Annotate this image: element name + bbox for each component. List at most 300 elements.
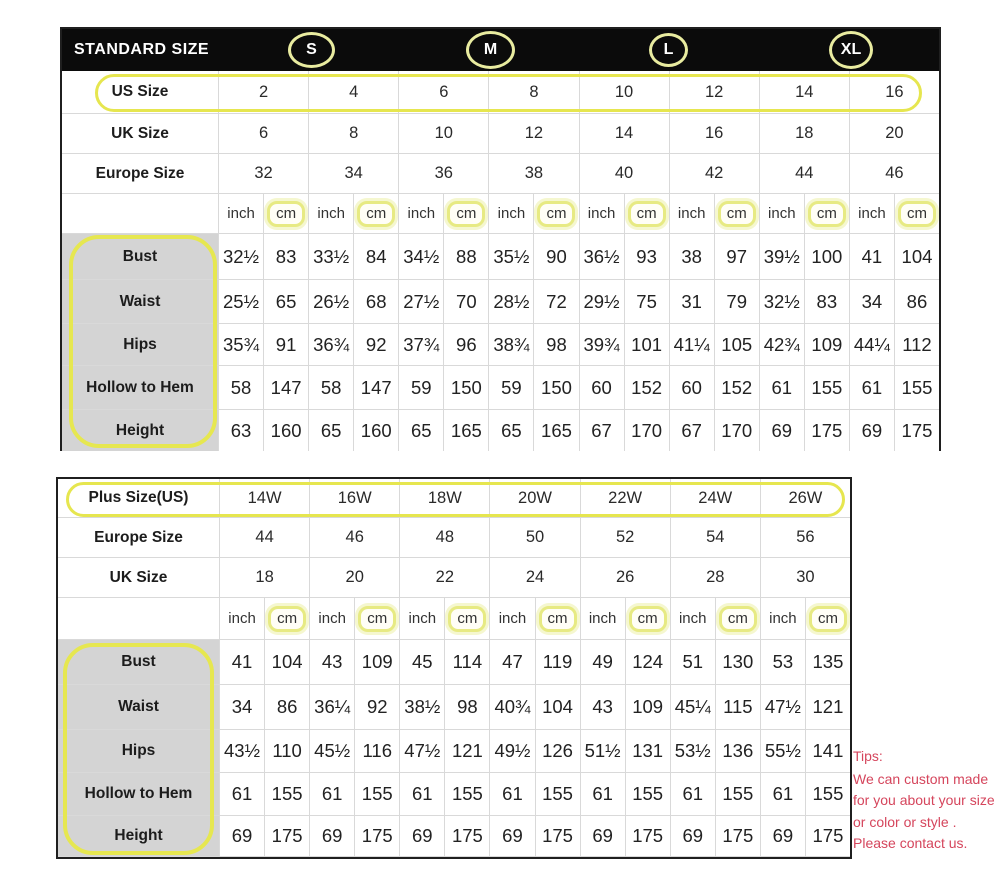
measurement-row-label-text: Hips (123, 335, 157, 353)
measurement-value-cell-text: 61 (321, 783, 343, 804)
measurement-value-cell-text: 69 (592, 825, 613, 846)
measurement-value-cell (760, 280, 804, 323)
measurement-value-cell-text: 155 (542, 783, 573, 804)
measurement-value-cell-text: 83 (816, 290, 838, 312)
measurement-row-label (62, 234, 218, 279)
cm-highlight: cm (629, 606, 667, 632)
size-value-cell-text: 6 (439, 82, 449, 101)
measurement-value-cell (354, 280, 398, 323)
measurement-value-cell-text: 160 (360, 419, 392, 441)
measurement-value-cell-text: 101 (631, 333, 663, 355)
measurement-value-cell-text: 68 (365, 290, 387, 312)
measurement-value-cell-text: 27½ (403, 290, 440, 312)
measurement-value-cell-text: 35¾ (223, 333, 260, 355)
measurement-row-label-text: Height (114, 827, 163, 844)
measurement-value-cell (534, 324, 578, 365)
size-value-cell-text: 16 (885, 82, 904, 101)
measurement-row-label (62, 366, 218, 409)
inch-unit-cell (670, 194, 714, 233)
size-value-cell (489, 114, 578, 153)
measurement-value-cell (219, 280, 263, 323)
measurement-value-cell-text: 150 (450, 376, 482, 398)
size-value-cell-text: 8 (529, 82, 539, 101)
measurement-value-cell-text: 110 (272, 740, 302, 761)
measurement-value-cell-text: 39¾ (583, 333, 620, 355)
measurement-value-cell (761, 685, 805, 729)
size-row-label (58, 558, 219, 597)
measurement-value-cell (354, 410, 398, 451)
measurement-value-cell-text: 35½ (493, 245, 530, 267)
measurement-value-cell-text: 65 (275, 290, 297, 312)
measurement-value-cell (670, 280, 714, 323)
cm-highlight: cm (809, 606, 847, 632)
inch-unit-cell-text: inch (317, 205, 345, 222)
measurement-value-cell-text: 31 (681, 290, 702, 312)
cm-highlight: cm (718, 201, 756, 227)
measurement-value-cell (309, 324, 353, 365)
measurement-value-cell (760, 410, 804, 451)
measurement-value-cell (716, 773, 760, 815)
measurement-value-cell (219, 234, 263, 279)
measurement-value-cell-text: 92 (366, 696, 388, 717)
size-value-cell-text: 10 (614, 82, 634, 101)
measurement-value-cell-text: 70 (456, 290, 477, 312)
measurement-row-label-text: Hollow to Hem (84, 785, 193, 802)
measurement-value-cell (264, 234, 308, 279)
measurement-value-cell-text: 69 (771, 419, 793, 441)
measurement-value-cell-text: 32½ (223, 245, 260, 267)
size-value-cell (310, 479, 399, 517)
cm-highlight: cm (358, 606, 396, 632)
size-value-cell (400, 479, 489, 517)
measurement-value-cell (580, 234, 624, 279)
size-value-cell (490, 558, 579, 597)
measurement-value-cell (715, 324, 759, 365)
measurement-value-cell-text: 84 (365, 245, 387, 267)
measurement-value-cell-text: 37¾ (403, 333, 440, 355)
measurement-value-cell (400, 685, 444, 729)
inch-unit-cell (490, 598, 534, 639)
measurement-row-label (58, 773, 219, 815)
measurement-value-cell (760, 324, 804, 365)
size-m-label: M (483, 41, 498, 58)
cm-highlight: cm (537, 201, 575, 227)
measurement-value-cell (444, 280, 488, 323)
measurement-value-cell (399, 410, 443, 451)
measurement-value-cell (400, 640, 444, 684)
measurement-value-cell-text: 25½ (223, 290, 260, 312)
measurement-value-cell (534, 234, 578, 279)
measurement-value-cell (761, 730, 805, 772)
measurement-value-cell (445, 816, 489, 856)
cm-unit-cell (715, 194, 759, 233)
measurement-value-cell (760, 234, 804, 279)
measurement-value-cell-text: 45¼ (674, 696, 711, 717)
inch-unit-cell (219, 194, 263, 233)
measurement-value-cell (625, 280, 669, 323)
measurement-value-cell-text: 155 (451, 783, 483, 804)
measurement-value-cell-text: 42¾ (763, 333, 800, 355)
size-row-label-text: Europe Size (94, 528, 183, 546)
measurement-row-label (62, 280, 218, 323)
size-value-cell-text: 14 (795, 82, 814, 101)
unit-row-empty-label (62, 194, 218, 233)
measurement-value-cell-text: 61 (772, 783, 794, 804)
inch-unit-cell (671, 598, 715, 639)
size-value-cell (671, 558, 760, 597)
measurement-value-cell-text: 38 (681, 245, 702, 267)
measurement-value-cell-text: 147 (270, 376, 302, 398)
measurement-value-cell (716, 685, 760, 729)
measurement-value-cell-text: 41¼ (673, 333, 710, 355)
measurement-value-cell-text: 61 (592, 783, 613, 804)
measurement-value-cell-text: 86 (276, 696, 298, 717)
measurement-value-cell (490, 685, 534, 729)
size-value-cell-text: 22 (435, 568, 455, 586)
inch-unit-cell-text: inch (678, 610, 707, 627)
size-value-cell-text: 40 (614, 164, 634, 182)
measurement-value-cell (309, 234, 353, 279)
size-value-cell-text: 18 (795, 124, 814, 142)
measurement-value-cell-text: 116 (362, 740, 392, 761)
inch-unit-cell-text: inch (318, 610, 346, 627)
size-value-cell-text: 20 (345, 568, 364, 586)
measurement-value-cell-text: 39½ (763, 245, 800, 267)
measurement-value-cell-text: 175 (811, 419, 843, 441)
measurement-value-cell (670, 410, 714, 451)
size-value-cell (581, 558, 670, 597)
measurement-value-cell-text: 124 (632, 651, 664, 672)
measurement-value-cell-text: 63 (230, 419, 252, 441)
measurement-value-cell (220, 773, 264, 815)
size-value-cell (309, 154, 398, 193)
measurement-value-cell (445, 730, 489, 772)
size-value-cell (670, 71, 759, 113)
standard-size-table (60, 27, 941, 451)
cm-unit-cell (265, 598, 309, 639)
measurement-value-cell-text: 61 (682, 783, 704, 804)
measurement-value-cell-text: 36¼ (314, 696, 351, 717)
measurement-value-cell-text: 69 (772, 825, 794, 846)
size-value-cell-text: 36 (434, 164, 453, 182)
size-value-cell (760, 114, 849, 153)
measurement-value-cell (580, 366, 624, 409)
measurement-value-cell-text: 69 (231, 825, 253, 846)
measurement-value-cell-text: 170 (721, 419, 753, 441)
size-value-cell-text: 54 (706, 528, 725, 546)
measurement-value-cell (220, 730, 264, 772)
size-value-cell-text: 26 (615, 568, 635, 586)
tips-heading: Tips: (853, 748, 883, 764)
cm-unit-cell (625, 194, 669, 233)
cm-unit-cell (354, 194, 398, 233)
measurement-value-cell (355, 685, 399, 729)
size-value-cell (580, 71, 669, 113)
inch-unit-cell-text: inch (587, 205, 616, 222)
measurement-value-cell-text: 26½ (313, 290, 350, 312)
measurement-value-cell-text: 104 (542, 696, 573, 717)
size-row-label (62, 154, 218, 193)
size-value-cell-text: 38 (524, 164, 544, 182)
inch-unit-cell (581, 598, 625, 639)
size-value-cell (580, 154, 669, 193)
size-value-cell-text: 20 (885, 124, 904, 142)
measurement-value-cell-text: 41 (231, 651, 253, 672)
measurement-value-cell (671, 685, 715, 729)
measurement-value-cell (219, 410, 263, 451)
cm-highlight: cm (898, 201, 936, 227)
measurement-value-cell-text: 175 (271, 825, 303, 846)
measurement-value-cell (310, 816, 354, 856)
measurement-value-cell (264, 324, 308, 365)
measurement-value-cell-text: 69 (412, 825, 433, 846)
measurement-value-cell-text: 86 (906, 290, 928, 312)
measurement-value-cell (671, 730, 715, 772)
measurement-value-cell (536, 640, 580, 684)
size-xl-label: XL (840, 41, 862, 58)
measurement-value-cell-text: 96 (456, 333, 477, 355)
measurement-value-cell (670, 366, 714, 409)
measurement-value-cell-text: 40¾ (494, 696, 531, 717)
measurement-value-cell-text: 121 (812, 696, 844, 717)
inch-unit-cell-text: inch (407, 205, 436, 222)
measurement-value-cell-text: 65 (320, 419, 342, 441)
measurement-row-label (58, 730, 219, 772)
measurement-value-cell (626, 773, 670, 815)
size-value-cell-text: 22W (608, 488, 643, 507)
measurement-value-cell (715, 280, 759, 323)
measurement-value-cell (716, 816, 760, 856)
measurement-value-cell (625, 324, 669, 365)
size-value-cell-text: 34 (344, 164, 363, 182)
cm-unit-cell (805, 194, 849, 233)
size-value-cell (310, 558, 399, 597)
measurement-value-cell-text: 72 (546, 290, 567, 312)
size-value-cell-text: 18W (427, 488, 462, 507)
cm-unit-cell (445, 598, 489, 639)
measurement-value-cell (806, 773, 850, 815)
measurement-value-cell-text: 97 (726, 245, 747, 267)
measurement-value-cell-text: 28½ (493, 290, 530, 312)
size-value-cell (760, 154, 849, 193)
measurement-value-cell-text: 61 (771, 376, 793, 398)
measurement-value-cell (580, 324, 624, 365)
size-value-cell-text: 24 (525, 568, 545, 586)
size-value-cell (850, 71, 939, 113)
measurement-value-cell (264, 280, 308, 323)
measurement-value-cell (489, 324, 533, 365)
inch-unit-cell (310, 598, 354, 639)
measurement-value-cell-text: 175 (901, 419, 933, 441)
measurement-value-cell-text: 130 (722, 651, 754, 672)
size-value-cell-text: 56 (796, 528, 815, 546)
measurement-value-cell-text: 155 (632, 783, 664, 804)
measurement-value-cell-text: 47½ (764, 696, 801, 717)
measurement-value-cell-text: 34½ (403, 245, 440, 267)
size-value-cell (489, 71, 578, 113)
measurement-value-cell (850, 234, 894, 279)
measurement-value-cell-text: 44¼ (853, 333, 890, 355)
measurement-value-cell-text: 61 (861, 376, 883, 398)
inch-unit-cell-text: inch (228, 610, 256, 627)
size-row-label (62, 71, 218, 113)
measurement-value-cell (219, 366, 263, 409)
measurement-value-cell-text: 38¾ (493, 333, 530, 355)
measurement-value-cell (805, 234, 849, 279)
measurement-value-cell-text: 69 (861, 419, 883, 441)
measurement-value-cell (399, 234, 443, 279)
measurement-value-cell (354, 366, 398, 409)
size-value-cell (490, 518, 579, 557)
measurement-value-cell-text: 155 (901, 376, 933, 398)
cm-unit-cell (444, 194, 488, 233)
size-value-cell-text: 46 (885, 164, 904, 182)
measurement-value-cell-text: 47½ (404, 740, 441, 761)
inch-unit-cell-text: inch (408, 610, 437, 627)
measurement-value-cell-text: 150 (541, 376, 572, 398)
measurement-value-cell (354, 324, 398, 365)
measurement-value-cell-text: 175 (361, 825, 393, 846)
cm-highlight: cm (628, 201, 666, 227)
size-row-label-text: UK Size (109, 568, 168, 586)
measurement-value-cell-text: 60 (591, 376, 612, 398)
cm-highlight: cm (447, 201, 485, 227)
measurement-value-cell (806, 730, 850, 772)
measurement-value-cell (400, 816, 444, 856)
size-value-cell-text: 12 (705, 82, 724, 101)
measurement-value-cell (806, 640, 850, 684)
size-value-cell (850, 114, 939, 153)
measurement-value-cell-text: 45½ (314, 740, 351, 761)
standard-size-grid (62, 71, 939, 451)
size-value-cell-text: 8 (349, 124, 359, 142)
measurement-value-cell (220, 640, 264, 684)
measurement-value-cell-text: 91 (275, 333, 297, 355)
measurement-value-cell (400, 730, 444, 772)
size-row-label (58, 518, 219, 557)
measurement-value-cell-text: 47 (502, 651, 523, 672)
size-value-cell (399, 154, 488, 193)
measurement-row-label (58, 816, 219, 856)
measurement-value-cell (399, 280, 443, 323)
size-l-highlight-circle (649, 33, 688, 67)
measurement-value-cell-text: 33½ (313, 245, 350, 267)
size-value-cell (400, 558, 489, 597)
measurement-value-cell (761, 640, 805, 684)
measurement-value-cell (806, 816, 850, 856)
measurement-value-cell (490, 730, 534, 772)
measurement-value-cell (671, 816, 715, 856)
measurement-row-label-text: Hips (121, 742, 156, 759)
measurement-value-cell-text: 105 (721, 333, 753, 355)
cm-unit-cell (626, 598, 670, 639)
cm-unit-cell (534, 194, 578, 233)
size-row-label-text: US Size (111, 83, 169, 100)
tips-line: for you about your size (853, 792, 995, 808)
cm-unit-cell (355, 598, 399, 639)
measurement-value-cell (625, 234, 669, 279)
measurement-value-cell-text: 109 (632, 696, 664, 717)
measurement-value-cell (309, 366, 353, 409)
size-value-cell-text: 12 (524, 124, 544, 142)
size-value-cell-text: 28 (706, 568, 725, 586)
standard-size-title: STANDARD SIZE (74, 41, 210, 58)
measurement-value-cell (760, 366, 804, 409)
size-s-highlight-circle (288, 32, 335, 68)
measurement-value-cell (489, 234, 533, 279)
measurement-value-cell-text: 75 (636, 290, 657, 312)
measurement-row-label-text: Waist (118, 698, 159, 715)
inch-unit-cell-text: inch (497, 205, 526, 222)
measurement-value-cell-text: 121 (451, 740, 483, 761)
size-value-cell (220, 479, 309, 517)
measurement-value-cell-text: 92 (365, 333, 387, 355)
measurement-value-cell (625, 410, 669, 451)
cm-unit-cell (536, 598, 580, 639)
measurement-value-cell-text: 59 (501, 376, 522, 398)
measurement-value-cell (806, 685, 850, 729)
measurement-value-cell-text: 155 (722, 783, 754, 804)
size-value-cell (399, 114, 488, 153)
measurement-value-cell-text: 69 (502, 825, 523, 846)
measurement-value-cell (310, 640, 354, 684)
measurement-value-cell (220, 685, 264, 729)
measurement-row-label-text: Height (115, 421, 165, 439)
measurement-value-cell (895, 410, 939, 451)
measurement-value-cell-text: 104 (901, 245, 933, 267)
size-value-cell (219, 154, 308, 193)
measurement-value-cell (715, 366, 759, 409)
measurement-value-cell (580, 410, 624, 451)
measurement-value-cell-text: 34 (231, 696, 253, 717)
measurement-value-cell (309, 280, 353, 323)
size-value-cell-text: 6 (258, 124, 269, 142)
measurement-value-cell-text: 67 (681, 419, 702, 441)
measurement-value-cell-text: 36½ (583, 245, 620, 267)
inch-unit-cell-text: inch (588, 610, 617, 627)
measurement-value-cell (355, 816, 399, 856)
measurement-value-cell (265, 685, 309, 729)
cm-unit-cell (264, 194, 308, 233)
size-value-cell-text: 32 (254, 164, 273, 182)
size-value-cell-text: 44 (795, 164, 814, 182)
size-value-cell-text: 52 (615, 528, 635, 546)
inch-unit-cell (399, 194, 443, 233)
measurement-row-label (58, 640, 219, 684)
measurement-value-cell (265, 773, 309, 815)
size-value-cell (309, 71, 398, 113)
measurement-value-cell (309, 410, 353, 451)
measurement-value-cell (400, 773, 444, 815)
measurement-value-cell (626, 685, 670, 729)
cm-highlight: cm (357, 201, 395, 227)
measurement-value-cell-text: 65 (501, 419, 522, 441)
measurement-value-cell-text: 112 (902, 333, 932, 355)
measurement-value-cell (761, 816, 805, 856)
inch-unit-cell-text: inch (769, 610, 797, 627)
size-value-cell-text: 30 (796, 568, 815, 586)
measurement-value-cell (716, 640, 760, 684)
measurement-value-cell (264, 410, 308, 451)
size-value-cell (670, 114, 759, 153)
tips-line: We can custom made (853, 770, 989, 787)
size-value-cell (489, 154, 578, 193)
unit-row-empty-label (58, 598, 219, 639)
measurement-value-cell-text: 43 (592, 696, 613, 717)
measurement-value-cell-text: 136 (722, 740, 754, 761)
size-value-cell-text: 14W (247, 488, 282, 507)
measurement-value-cell (625, 366, 669, 409)
